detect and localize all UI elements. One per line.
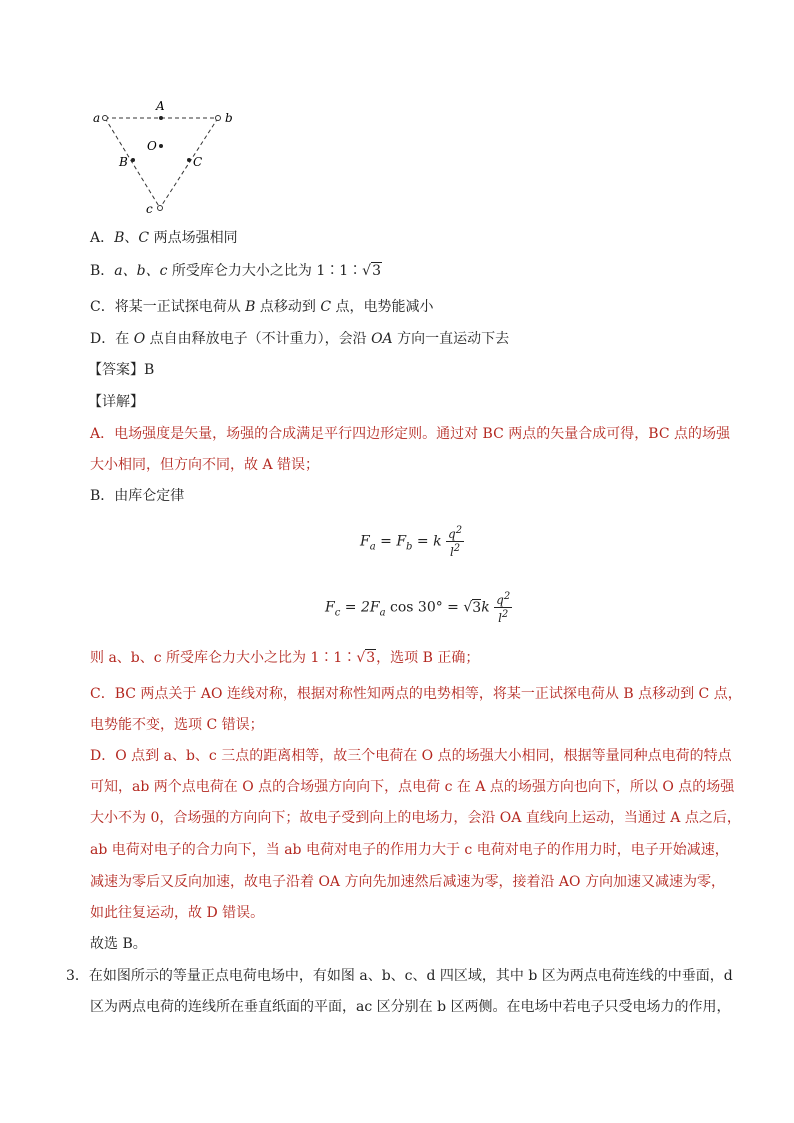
side-ac (105, 118, 160, 208)
point-C (187, 158, 191, 162)
detail-d-line1: D．O 点到 a、b、c 三点的距离相等，故三个电荷在 O 点的场强大小相同，根据等量同种点电荷的特点 (90, 748, 732, 764)
option-b: B．a、b、c 所受库仑力大小之比为 1∶1∶√3 (90, 263, 382, 279)
detail-final: 故选 B。 (90, 936, 147, 952)
detail-title: 【详解】 (88, 394, 144, 410)
label-C: C (193, 155, 203, 169)
detail-c-line2: 电势能不变，选项 C 错误； (90, 717, 264, 733)
option-c: C．将某一正试探电荷从 B 点移动到 C 点，电势能减小 (90, 299, 434, 315)
detail-a-line2: 大小相同，但方向不同，故 A 错误； (90, 457, 320, 473)
detail-a-line1: A．电场强度是矢量，场强的合成满足平行四边形定则。通过对 BC 两点的矢量合成可得，BC 点的场强 (90, 426, 730, 442)
point-A (159, 116, 163, 120)
detail-d-line4: ab 电荷对电子的合力向下，当 ab 电荷对电子的作用力大于 c 电荷对电子的作用力时，电子开始减速， (90, 842, 729, 858)
detail-d-line5: 减速为零后又反向加速，故电子沿着 OA 方向先加速然后减速为零，接着沿 AO 方向加速又减速为零， (90, 874, 725, 890)
equation-2: $F_c = 2F_a$ cos 30° = √3k $\frac{q^2}{l^2}$ (325, 591, 511, 625)
answer: 【答案】B (88, 362, 155, 378)
option-d: D．在 O 点自由释放电子（不计重力），会沿 OA 方向一直运动下去 (90, 331, 510, 347)
label-A: A (156, 99, 165, 113)
label-O: O (147, 139, 157, 153)
point-B (131, 158, 135, 162)
equation-1: $F_a = F_b = k$ $\frac{q^2}{l^2}$ (360, 525, 463, 559)
detail-c-line1: C．BC 两点关于 AO 连线对称，根据对称性知两点的电势相等，将某一正试探电荷从 B 点移动到 C 点， (90, 686, 742, 702)
label-b: b (225, 111, 233, 125)
detail-d-line6: 如此往复运动，故 D 错误。 (90, 905, 265, 921)
detail-b-line1: B．由库仑定律 (90, 488, 185, 504)
detail-d-line2: 可知，ab 两个点电荷在 O 点的合场强方向向下，点电荷 c 在 A 点的场强方向也向下，所以 O 点的场强 (90, 779, 735, 795)
option-a: A．B、C 两点场强相同 (90, 230, 238, 246)
side-bc (160, 118, 218, 208)
question-3-line1: 3．在如图所示的等量正点电荷电场中，有如图 a、b、c、d 四区域，其中 b 区为两点电荷连线的中垂面，d (66, 968, 733, 984)
sqrt-symbol: √3 (362, 263, 382, 279)
charge-c (158, 206, 163, 211)
triangle-figure (88, 98, 248, 216)
charge-a (103, 116, 108, 121)
label-a: a (93, 111, 101, 125)
detail-d-line3: 大小不为 0，合场强的方向向下；故电子受到向上的电场力，会沿 OA 直线向上运动，当通过 A 点之后， (90, 810, 741, 826)
label-B: B (119, 155, 128, 169)
label-c: c (146, 202, 153, 216)
point-O (159, 144, 163, 148)
charge-b (216, 116, 221, 121)
detail-b-line2: 则 a、b、c 所受库仑力大小之比为 1∶1∶√3，选项 B 正确； (90, 650, 480, 666)
question-3-line2: 区为两点电荷的连线所在垂直纸面的平面，ac 区分别在 b 区两侧。在电场中若电子只受电场力的作用， (90, 999, 731, 1015)
